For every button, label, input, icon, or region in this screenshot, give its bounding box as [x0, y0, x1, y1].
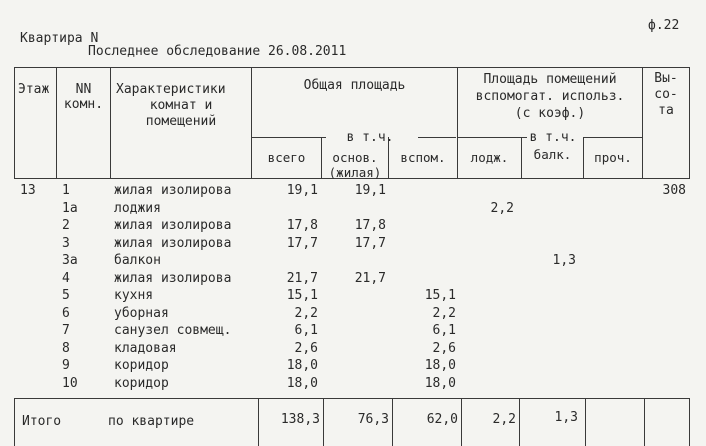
row-vspom: 2,6	[432, 341, 456, 356]
row-nn: 3а	[62, 253, 78, 268]
header-top-rule	[14, 67, 690, 68]
totals-rule	[689, 398, 690, 446]
row-vsego: 21,7	[286, 271, 318, 286]
totals-vsego: 138,3	[280, 412, 320, 427]
header-nn: NN	[75, 82, 92, 97]
row-nn: 1а	[62, 201, 78, 216]
header-incl-total: в т.ч.	[346, 130, 394, 145]
totals-rule	[323, 398, 324, 446]
row-nn: 2	[62, 218, 70, 233]
row-desc: жилая изолирова	[114, 218, 232, 233]
totals-rule	[392, 398, 393, 446]
row-vsego: 2,6	[294, 341, 318, 356]
row-desc: коридор	[114, 358, 169, 373]
totals-rule	[585, 398, 586, 446]
row-desc: балкон	[114, 253, 161, 268]
header-nn-rooms: комн.	[63, 97, 104, 112]
row-balk: 1,3	[552, 253, 576, 268]
row-vsego: 17,7	[286, 236, 318, 251]
totals-balk: 1,3	[554, 410, 578, 425]
row-nn: 9	[62, 358, 70, 373]
row-osnov: 19,1	[354, 183, 386, 198]
subheader-rule-aux-right	[584, 137, 642, 138]
header-chars-2: комнат и	[149, 98, 213, 113]
row-vsego: 17,8	[286, 218, 318, 233]
row-vsego: 15,1	[286, 288, 318, 303]
totals-osnov: 76,3	[357, 412, 389, 427]
totals-rule	[14, 398, 15, 446]
row-vsego: 18,0	[286, 358, 318, 373]
header-floor: Этаж	[18, 82, 50, 97]
row-osnov: 21,7	[354, 271, 386, 286]
row-desc: кухня	[114, 288, 154, 303]
row-nn: 3	[62, 236, 70, 251]
form-number: ф.22	[648, 18, 680, 33]
header-vspom: вспом.	[400, 150, 446, 165]
row-nn: 7	[62, 323, 70, 338]
subheader-rule-left	[252, 137, 326, 138]
row-vspom: 15,1	[424, 288, 456, 303]
survey-date: Последнее обследование 26.08.2011	[88, 44, 347, 59]
apartment-label: Квартира N	[20, 31, 99, 46]
header-height-3: та	[658, 103, 674, 118]
header-aux-2: вспомогат. использ.	[475, 89, 625, 104]
row-vsego: 18,0	[286, 376, 318, 391]
row-vspom: 2,2	[432, 306, 456, 321]
row-desc: лоджия	[114, 201, 161, 216]
row-nn: 4	[62, 271, 70, 286]
row-nn: 6	[62, 306, 70, 321]
row-lodzh: 2,2	[490, 201, 514, 216]
header-aux-1: Площадь помещений	[483, 72, 617, 87]
header-incl-aux: в т.ч.	[529, 130, 577, 145]
row-desc: жилая изолирова	[114, 236, 232, 251]
header-height-2: со-	[654, 87, 678, 102]
col-rule	[14, 67, 15, 178]
totals-label: Итого	[22, 414, 62, 429]
totals-top-rule	[14, 398, 690, 399]
row-desc: жилая изолирова	[114, 183, 232, 198]
header-osnov: основ.	[332, 150, 378, 165]
totals-rule	[644, 398, 645, 446]
header-total-area: Общая площадь	[303, 78, 406, 93]
subheader-rule-right	[418, 137, 456, 138]
header-height-1: Вы-	[654, 71, 678, 86]
subheader-rule-aux-left	[457, 137, 527, 138]
row-desc: жилая изолирова	[114, 271, 232, 286]
row-nn: 8	[62, 341, 70, 356]
row-vspom: 18,0	[424, 358, 456, 373]
totals-vspom: 62,0	[426, 412, 458, 427]
row-vsego: 2,2	[294, 306, 318, 321]
header-chars-1: Характеристики	[116, 82, 226, 97]
row-desc: санузел совмещ.	[114, 323, 232, 338]
row-vspom: 18,0	[424, 376, 456, 391]
row-vspom: 6,1	[432, 323, 456, 338]
totals-rule	[258, 398, 259, 446]
header-proch: проч.	[594, 150, 632, 165]
row-osnov: 17,8	[354, 218, 386, 233]
header-balk: балк.	[533, 147, 572, 162]
header-osnov-living: (жилая)	[328, 165, 382, 180]
row-floor: 13	[20, 183, 36, 198]
row-nn: 1	[62, 183, 70, 198]
totals-desc: по квартире	[108, 414, 195, 429]
header-chars-3: помещений	[145, 114, 217, 129]
row-nn: 10	[62, 376, 78, 391]
row-nn: 5	[62, 288, 70, 303]
row-desc: кладовая	[114, 341, 177, 356]
header-aux-3: (с коэф.)	[514, 106, 586, 121]
row-height: 308	[662, 183, 686, 198]
header-vsego: всего	[267, 150, 306, 165]
header-lodzh: лодж.	[470, 150, 509, 165]
totals-lodzh: 2,2	[492, 412, 516, 427]
row-desc: коридор	[114, 376, 169, 391]
col-rule	[689, 67, 690, 178]
row-vsego: 19,1	[286, 183, 318, 198]
row-desc: уборная	[114, 306, 169, 321]
row-vsego: 6,1	[294, 323, 318, 338]
row-osnov: 17,7	[354, 236, 386, 251]
